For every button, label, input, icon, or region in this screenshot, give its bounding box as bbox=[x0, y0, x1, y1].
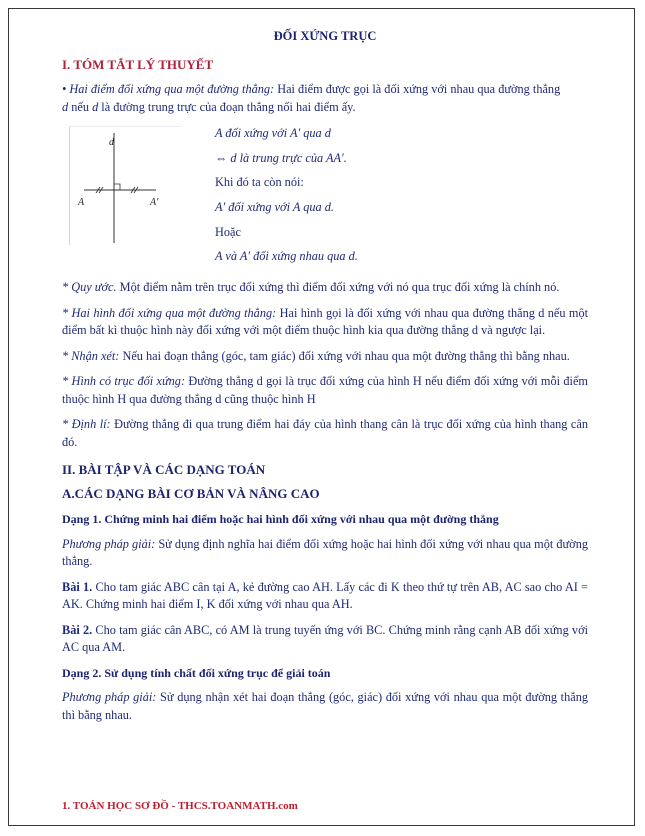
quy-uoc-text: Một điểm nằm trên trục đối xứng thì điểm đối xứng với nó qua trục đối xứng là chính nó. bbox=[119, 280, 560, 294]
bai-2 bbox=[62, 622, 588, 657]
intro-term: • Hai điểm đối xứng qua một đường thẳng: bbox=[62, 82, 275, 96]
dang-2-method-term: Phương pháp giải: bbox=[62, 690, 157, 704]
hinh-co-truc-term: * Hình có trục đối xứng: bbox=[62, 374, 186, 388]
label-A: A bbox=[78, 197, 85, 208]
dang-1-method-text: Sử dụng định nghĩa hai điểm đối xứng hoặc hai hình đối xứng với nhau qua một đường thẳng. bbox=[62, 536, 588, 568]
dang-2-method bbox=[62, 689, 588, 724]
diagram-row bbox=[62, 124, 588, 272]
bai-1-text: Cho tam giác ABC cân tại A, kẻ đường cao AH. Lấy các đi K theo thứ tự trên AB, AC sao cho AI = AK. Chứng minh hai điểm I, K đối xứng với nhau qua AH. bbox=[62, 579, 588, 611]
nhan-xet-term: * Nhận xét: bbox=[62, 348, 120, 363]
dang-1-method bbox=[62, 536, 588, 571]
symmetry-diagram bbox=[70, 127, 182, 245]
statement-line: Khi đó ta còn nói: bbox=[215, 175, 304, 190]
hai-hinh-paragraph bbox=[62, 305, 588, 340]
statement-line: A đối xứng với A′ qua d bbox=[215, 126, 331, 140]
symmetry-figure bbox=[69, 126, 182, 245]
dinh-li-paragraph bbox=[62, 416, 588, 451]
hinh-co-truc-text: Đường thẳng d gọi là trục đối xứng của hình H nếu điểm đối xứng với mỗi điểm thuộc hình H qua đường thẳng d cũng thuộc hình H bbox=[62, 374, 588, 406]
section-2-subheading: A.CÁC DẠNG BÀI CƠ BẢN VÀ NÂNG CAO bbox=[62, 485, 320, 501]
section-2-heading: II. BÀI TẬP VÀ CÁC DẠNG TOÁN bbox=[62, 462, 266, 477]
bai-2-text: Cho tam giác cân ABC, có AM là trung tuyến ứng với BC. Chứng minh rằng cạnh AB đối xứng với AC qua AM. bbox=[62, 622, 589, 654]
right-angle-mark bbox=[114, 184, 120, 190]
statement-line: A và A′ đối xứng nhau qua d. bbox=[215, 249, 358, 264]
label-A-prime: A′ bbox=[150, 197, 159, 208]
hinh-co-truc-paragraph bbox=[62, 373, 588, 408]
label-d: d bbox=[109, 137, 114, 148]
page-title: ĐỐI XỨNG TRỤC bbox=[273, 29, 377, 43]
intro-paragraph bbox=[62, 81, 588, 116]
intro-d: d bbox=[62, 99, 69, 114]
statement-line: ⇔ d là trung trực của AA′. bbox=[215, 150, 347, 165]
intro-text: Hai điểm được gọi là đối xứng với nhau qua đường thẳng bbox=[277, 82, 561, 96]
intro-d2: d bbox=[92, 99, 99, 114]
dang-2-heading: Dạng 2. Sử dụng tính chất đối xứng trục để giải toán bbox=[62, 665, 331, 680]
section-1-heading: I. TÓM TẮT LÝ THUYẾT bbox=[62, 56, 214, 72]
quy-uoc-term: * Quy ước. bbox=[62, 280, 117, 294]
symmetry-statements bbox=[215, 124, 358, 272]
hai-hinh-term: * Hai hình đối xứng qua một đường thẳng: bbox=[62, 305, 277, 320]
bai-1-label: Bài 1. bbox=[62, 579, 93, 594]
quy-uoc-paragraph bbox=[62, 279, 588, 297]
intro-mid: nếu bbox=[68, 99, 93, 114]
document-body bbox=[62, 28, 588, 732]
dinh-li-term: * Định lí: bbox=[62, 417, 111, 431]
dinh-li-text: Đường thẳng đi qua trung điểm hai đáy của hình thang cân là trục đối xứng của hình thang cân đó. bbox=[62, 417, 588, 449]
dang-1-method-term: Phương pháp giải: bbox=[62, 536, 156, 551]
bai-1 bbox=[62, 579, 588, 614]
statement-line: Hoặc bbox=[215, 224, 241, 239]
dang-1-heading: Dạng 1. Chứng minh hai điểm hoặc hai hình đối xứng với nhau qua một đường thẳng bbox=[62, 512, 499, 526]
nhan-xet-text: Nếu hai đoạn thẳng (góc, tam giác) đối xứng với nhau qua một đường thẳng thì bằng nhau. bbox=[122, 348, 570, 363]
statement-line: A′ đối xứng với A qua d. bbox=[215, 200, 334, 215]
intro-rest: là đường trung trực của đoạn thẳng nối hai điểm ấy. bbox=[98, 99, 356, 114]
bai-2-label: Bài 2. bbox=[62, 622, 93, 637]
nhan-xet-paragraph bbox=[62, 348, 588, 366]
dang-2-method-text: Sử dụng nhận xét hai đoạn thẳng (góc, giác) đối xứng với nhau qua một đường thẳng thì bằng nhau. bbox=[62, 690, 588, 722]
hai-hinh-text: Hai hình gọi là đối xứng với nhau qua đường thẳng d nếu một điểm bất kì thuộc hình này đối xứng với một điểm thuộc hình kia qua đường thẳng d và ngược lại. bbox=[62, 305, 589, 337]
page-footer: 1. TOÁN HỌC SƠ ĐỒ - THCS.TOANMATH.com bbox=[62, 800, 298, 812]
